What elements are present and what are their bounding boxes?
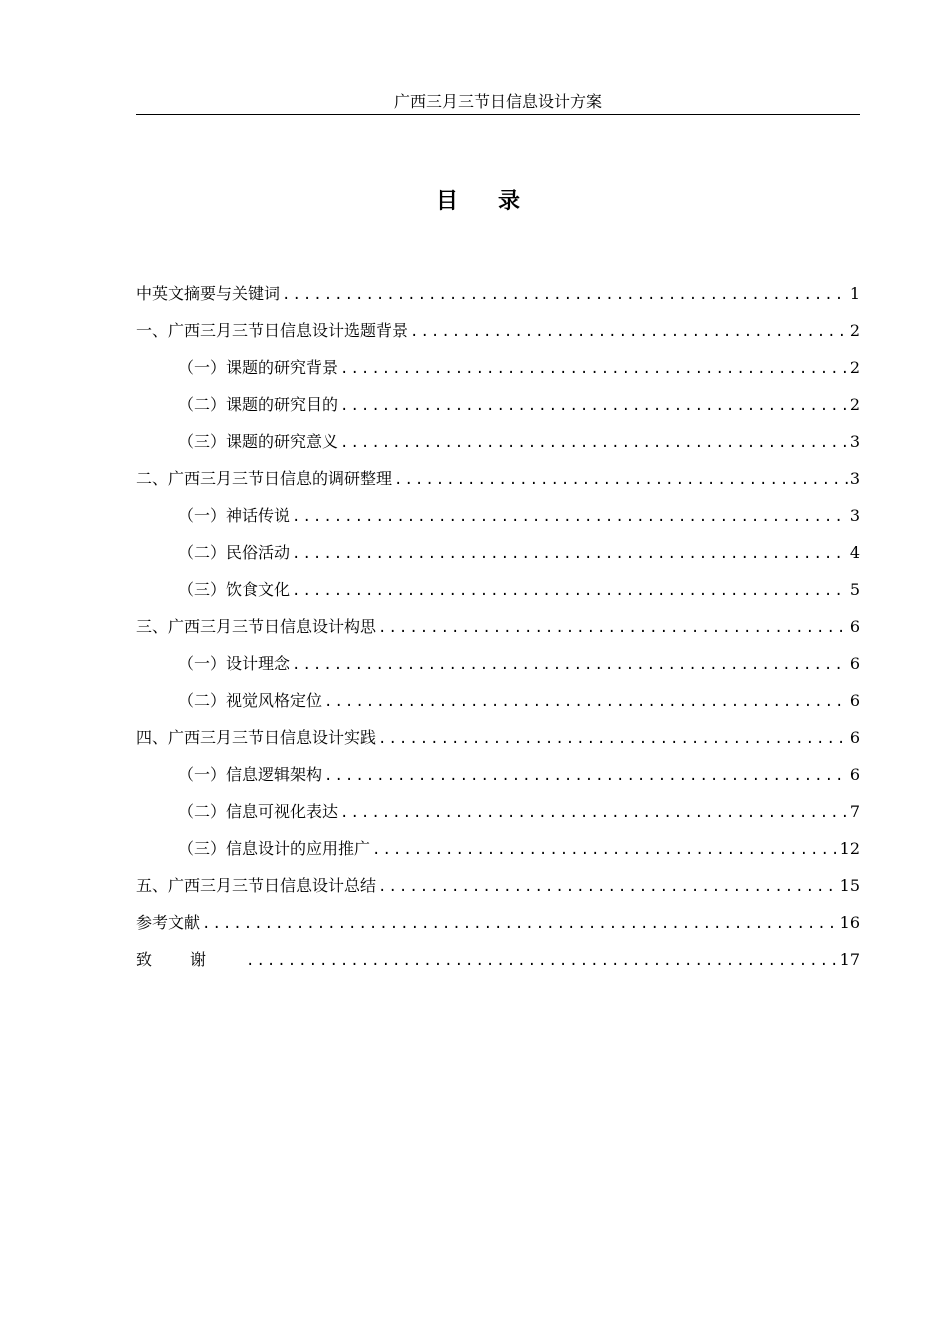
toc-entry-page: 6 xyxy=(849,765,860,784)
toc-entry[interactable] xyxy=(136,904,860,941)
toc-entry-text: 广西三月三节日信息设计选题背景 xyxy=(168,321,409,340)
toc-entry-number: （三） xyxy=(178,432,227,451)
toc-entry-number: （三） xyxy=(178,839,227,858)
toc-entry-text: 设计理念 xyxy=(226,654,291,673)
toc-entry-number: （一） xyxy=(178,654,227,673)
toc-entry-text: 民俗活动 xyxy=(226,543,291,562)
toc-entry-text: 课题的研究背景 xyxy=(226,358,339,377)
toc-leader-dots xyxy=(292,499,848,536)
toc-entry-number: （二） xyxy=(178,691,227,710)
toc-entry[interactable] xyxy=(136,830,860,867)
toc-entry-page: 15 xyxy=(839,876,860,895)
header-title: 广西三月三节日信息设计方案 xyxy=(393,92,602,111)
toc-entry-page: 12 xyxy=(839,839,860,858)
toc-entry-text: 中英文摘要与关键词 xyxy=(136,284,281,303)
toc-entry-text: 广西三月三节日信息的调研整理 xyxy=(168,469,393,488)
toc-leader-dots xyxy=(246,943,838,980)
toc-entry-number: 四、 xyxy=(136,728,169,747)
page-header xyxy=(136,90,860,115)
table-of-contents xyxy=(136,275,860,978)
toc-entry-page: 6 xyxy=(849,617,860,636)
toc-entry-number: （三） xyxy=(178,580,227,599)
toc-entry-number: （一） xyxy=(178,506,227,525)
toc-leader-dots xyxy=(378,721,848,758)
toc-title: 目录 xyxy=(435,188,560,214)
toc-leader-dots xyxy=(324,758,848,795)
toc-entry[interactable] xyxy=(136,497,860,534)
toc-leader-dots xyxy=(340,795,848,832)
toc-entry[interactable] xyxy=(136,460,860,497)
toc-entry-number: 一、 xyxy=(136,321,169,340)
toc-entry-number: （一） xyxy=(178,358,227,377)
toc-entry-text: 信息逻辑架构 xyxy=(226,765,323,784)
toc-entry[interactable] xyxy=(136,349,860,386)
toc-entry-page: 7 xyxy=(849,802,860,821)
toc-entry-page: 3 xyxy=(849,506,860,525)
toc-entry-number: 二、 xyxy=(136,469,169,488)
toc-entry[interactable] xyxy=(136,386,860,423)
toc-entry-page: 6 xyxy=(849,654,860,673)
toc-entry-page: 1 xyxy=(849,284,860,303)
toc-entry-text: 饮食文化 xyxy=(226,580,291,599)
toc-entry-number: （二） xyxy=(178,395,227,414)
toc-leader-dots xyxy=(324,684,848,721)
toc-entry-page: 2 xyxy=(849,321,860,340)
toc-leader-dots xyxy=(378,869,838,906)
toc-entry-text: 致谢 xyxy=(136,950,245,969)
toc-entry[interactable] xyxy=(136,867,860,904)
toc-leader-dots xyxy=(292,573,848,610)
toc-entry-number: （二） xyxy=(178,802,227,821)
toc-entry-page: 3 xyxy=(849,469,860,488)
toc-leader-dots xyxy=(292,536,848,573)
toc-entry-text: 信息可视化表达 xyxy=(226,802,339,821)
toc-entry-page: 6 xyxy=(849,691,860,710)
toc-entry-text: 参考文献 xyxy=(136,913,201,932)
toc-entry[interactable] xyxy=(136,534,860,571)
toc-entry-text: 广西三月三节日信息设计总结 xyxy=(168,876,377,895)
toc-entry-page: 2 xyxy=(849,358,860,377)
toc-entry-page: 2 xyxy=(849,395,860,414)
toc-entry-number: 五、 xyxy=(136,876,169,895)
toc-entry-number: 三、 xyxy=(136,617,169,636)
toc-entry-page: 5 xyxy=(849,580,860,599)
toc-entry[interactable] xyxy=(136,941,860,978)
toc-entry-number: （二） xyxy=(178,543,227,562)
toc-entry[interactable] xyxy=(136,719,860,756)
toc-entry-page: 16 xyxy=(839,913,860,932)
toc-entry[interactable] xyxy=(136,423,860,460)
toc-entry-text: 广西三月三节日信息设计实践 xyxy=(168,728,377,747)
toc-entry-text: 信息设计的应用推广 xyxy=(226,839,371,858)
toc-entry-text: 广西三月三节日信息设计构思 xyxy=(168,617,377,636)
toc-entry-page: 4 xyxy=(849,543,860,562)
toc-entry-text: 课题的研究意义 xyxy=(226,432,339,451)
toc-entry-text: 神话传说 xyxy=(226,506,291,525)
toc-entry-page: 17 xyxy=(839,950,860,969)
toc-leader-dots xyxy=(340,388,848,425)
toc-leader-dots xyxy=(410,314,848,351)
toc-entry[interactable] xyxy=(136,682,860,719)
toc-leader-dots xyxy=(340,351,848,388)
toc-entry-page: 6 xyxy=(849,728,860,747)
toc-entry[interactable] xyxy=(136,756,860,793)
toc-leader-dots xyxy=(282,277,848,314)
toc-entry-number: （一） xyxy=(178,765,227,784)
toc-leader-dots xyxy=(394,462,848,499)
toc-entry[interactable] xyxy=(136,793,860,830)
toc-leader-dots xyxy=(378,610,848,647)
toc-entry[interactable] xyxy=(136,645,860,682)
toc-leader-dots xyxy=(292,647,848,684)
toc-entry-page: 3 xyxy=(849,432,860,451)
toc-entry[interactable] xyxy=(136,275,860,312)
toc-entry[interactable] xyxy=(136,608,860,645)
toc-entry-text: 课题的研究目的 xyxy=(226,395,339,414)
toc-entry-text: 视觉风格定位 xyxy=(226,691,323,710)
toc-entry[interactable] xyxy=(136,312,860,349)
toc-leader-dots xyxy=(372,832,838,869)
toc-leader-dots xyxy=(340,425,848,462)
toc-leader-dots xyxy=(202,906,838,943)
toc-entry[interactable] xyxy=(136,571,860,608)
